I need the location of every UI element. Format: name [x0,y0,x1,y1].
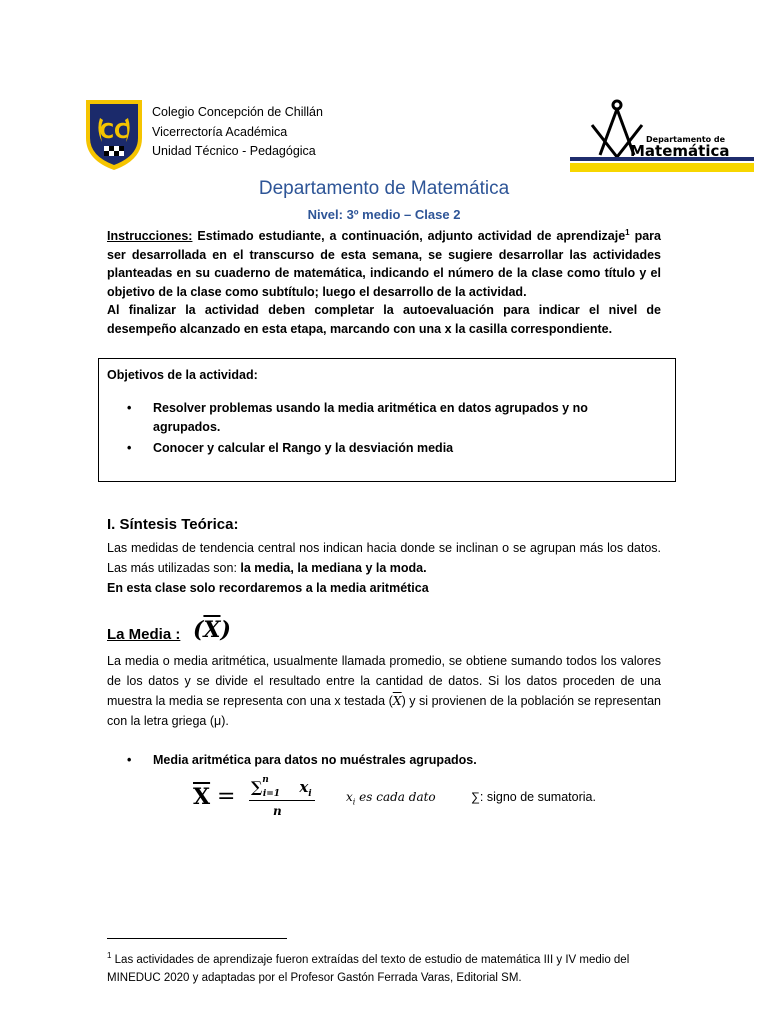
objectives-box [98,358,676,482]
instructions-text-1: Estimado estudiante, a continuación, adjunto actividad de aprendizaje [192,229,626,244]
bullet-icon: • [127,441,132,455]
shield-icon [84,98,144,172]
instructions-label: Instrucciones: [107,229,193,244]
level-subtitle: Nivel: 3º medio – Clase 2 [307,207,461,222]
sigma-note: ∑: signo de sumatoria. [471,790,596,804]
media-bullet: • Media aritmética para datos no muéstrales agrupados. [127,753,477,767]
section1-paragraph: Las medidas de tendencia central nos indican hacia donde se inclinan o se agrupan más los datos. Las más utilizadas son: la media, la mediana y la moda. En esta clase solo recordaremos a la media aritmética [107,541,661,595]
media-paragraph: La media o media aritmética, usualmente llamada promedio, se obtiene sumando todos los valores de los datos y se divide el resultado entre la cantidad de datos. Si los datos proceden de una muestra la media se representa con una x testada $(\overline{X})$ y si provienen de la población se representan con la letra griega (μ). [107,654,661,728]
bullet-icon: • [127,401,132,415]
vice-rectorate: Vicerrectoría Académica [152,124,288,139]
objectives-title: Objetivos de la actividad: [107,368,258,382]
compass-square-icon [570,95,754,175]
objectives-list [127,399,647,460]
bullet-icon: • [127,753,132,767]
svg-text:Matemática: Matemática [630,142,730,160]
instructions-text-2: para ser desarrollada en el transcurso de esta semana, se sugiere desarrollar las actividades planteadas en su cuaderno de matemática, indicando el número de la clase como título y el objetivo de la clase como subtítulo; luego el desarrollo de la actividad. [107,229,661,299]
mean-formula: $\overline{X}$ = ∑$^n_{i=1}$ $x_i$ n [193,776,323,826]
svg-text:Departamento de: Departamento de [646,135,726,144]
page-title: Departamento de Matemática [258,178,510,199]
instructions [107,224,661,338]
svg-text:CC: CC [99,119,129,143]
math-dept-logo [570,95,754,175]
footnote-divider [107,938,287,939]
section-heading: I. Síntesis Teórica: [107,516,239,533]
school-logo [84,98,144,172]
school-name: Colegio Concepción de Chillán [152,105,323,119]
media-heading: La Media : [107,626,181,643]
objective-item: • Conocer y calcular el Rango y la desviación media [127,439,647,458]
technical-unit: Unidad Técnico - Pedagógica [152,144,316,158]
instructions-text-3: Al finalizar la actividad deben completar la autoevaluación para indicar el nivel de desempeño alcanzado en esta etapa, marcando con una x la casilla correspondiente. [107,303,661,336]
footnote-ref: 1 [625,228,630,237]
media-symbol: $(\overline{X})$ [193,617,231,643]
school-header [152,103,323,162]
objective-item: • Resolver problemas usando la media aritmética en datos agrupados y no agrupados. [127,399,647,437]
variable-note: $x_i$ es cada dato [346,790,436,807]
fraction-bar [249,800,315,801]
footnote: $^1$ Las actividades de aprendizaje fueron extraídas del texto de estudio de matemática III y IV medio del MINEDUC 2020 y adaptadas por el Profesor Gastón Ferrada Varas, Editorial SM. [107,951,630,984]
